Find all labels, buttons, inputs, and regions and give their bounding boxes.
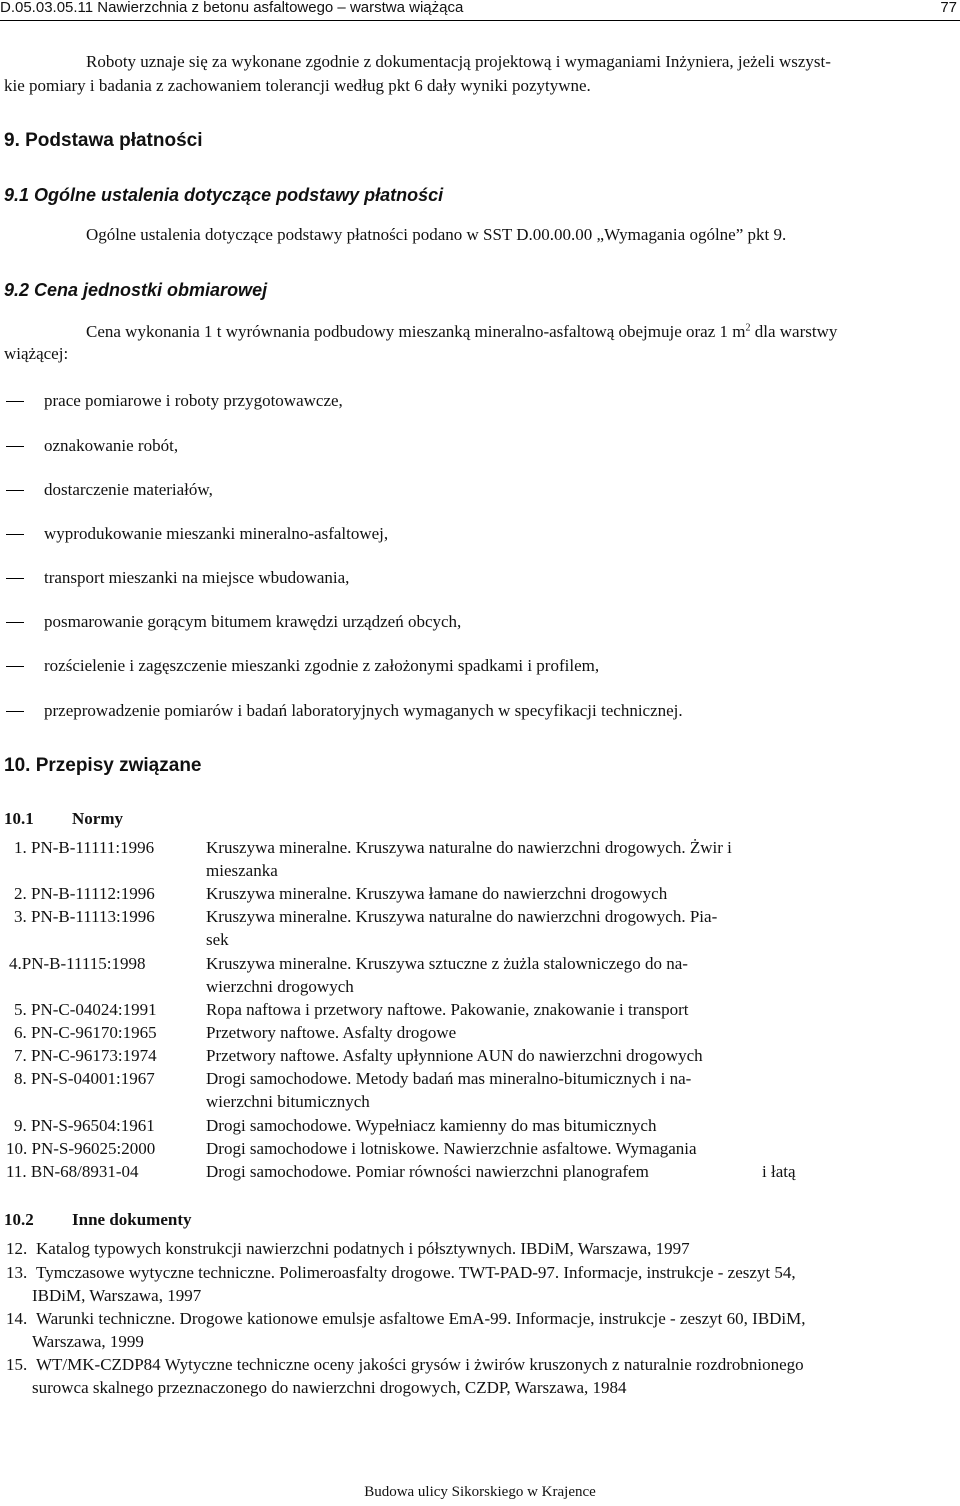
norm-title-cont: sek bbox=[206, 930, 229, 949]
norm-code: 11. BN-68/8931-04 bbox=[6, 1162, 139, 1181]
doc-title: WT/MK-CZDP84 Wytyczne techniczne oceny jakości grysów i żwirów kruszonych z naturalnie rozdrobnionego bbox=[36, 1355, 804, 1374]
dash-icon bbox=[6, 490, 24, 491]
dash-icon bbox=[6, 446, 24, 447]
section-9-1-heading: 9.1 Ogólne ustalenia dotyczące podstawy płatności bbox=[4, 185, 444, 205]
header-rule bbox=[0, 20, 960, 21]
norm-title: Drogi samochodowe. Metody badań mas mineralno-bitumicznych i na- bbox=[206, 1069, 692, 1088]
doc-title-cont: Warszawa, 1999 bbox=[32, 1332, 144, 1351]
norm-title: Kruszywa mineralne. Kruszywa naturalne do nawierzchni drogowych. Żwir i bbox=[206, 838, 732, 857]
dash-icon bbox=[6, 711, 24, 712]
doc-number: 12. bbox=[6, 1239, 28, 1258]
norm-code: 8. PN-S-04001:1967 bbox=[14, 1069, 155, 1088]
norm-title: Drogi samochodowe. Pomiar równości nawierzchni planografem bbox=[206, 1162, 649, 1181]
norm-title: Przetwory naftowe. Asfalty upłynnione AUN do nawierzchni drogowych bbox=[206, 1046, 703, 1065]
norm-title: Drogi samochodowe i lotniskowe. Nawierzchnie asfaltowe. Wymagania bbox=[206, 1139, 697, 1158]
norm-title: Kruszywa mineralne. Kruszywa łamane do nawierzchni drogowych bbox=[206, 884, 668, 903]
norm-code: 9. PN-S-96504:1961 bbox=[14, 1116, 155, 1135]
norm-code: 7. PN-C-96173:1974 bbox=[14, 1046, 157, 1065]
norm-title: Przetwory naftowe. Asfalty drogowe bbox=[206, 1023, 457, 1042]
section-9-2-heading: 9.2 Cena jednostki obmiarowej bbox=[4, 280, 268, 300]
list-item: posmarowanie gorącym bitumem krawędzi urządzeń obcych, bbox=[44, 612, 462, 631]
section-10-2-title: Inne dokumenty bbox=[72, 1210, 192, 1229]
norm-title-cont: wierzchni bitumicznych bbox=[206, 1092, 370, 1111]
norm-title: Kruszywa mineralne. Kruszywa sztuczne z żużla stalowniczego do na- bbox=[206, 954, 688, 973]
section-9-2-text-line-1: Cena wykonania 1 t wyrównania podbudowy mieszanką mineralno-asfaltową obejmuje oraz 1 $m^2$ dla warstwy bbox=[86, 322, 838, 341]
running-header: D.05.03.05.11 Nawierzchnia z betonu asfaltowego – warstwa wiążąca bbox=[0, 0, 464, 16]
norm-title-cont: mieszanka bbox=[206, 861, 278, 880]
section-10-heading: 10. Przepisy związane bbox=[4, 755, 202, 776]
page-number: 77 bbox=[940, 0, 957, 16]
norm-title: Drogi samochodowe. Wypełniacz kamienny do mas bitumicznych bbox=[206, 1116, 657, 1135]
doc-title: Warunki techniczne. Drogowe kationowe emulsje asfaltowe EmA-99. Informacje, instrukcje - zeszyt 60, IBDiM, bbox=[36, 1309, 806, 1328]
norm-code: 3. PN-B-11113:1996 bbox=[14, 907, 155, 926]
dash-icon bbox=[6, 578, 24, 579]
norm-title: Ropa naftowa i przetwory naftowe. Pakowanie, znakowanie i transport bbox=[206, 1000, 689, 1019]
dash-icon bbox=[6, 534, 24, 535]
list-item: wyprodukowanie mieszanki mineralno-asfaltowej, bbox=[44, 524, 389, 543]
list-item: oznakowanie robót, bbox=[44, 436, 179, 455]
doc-title: Katalog typowych konstrukcji nawierzchni podatnych i półsztywnych. IBDiM, Warszawa, 1997 bbox=[36, 1239, 690, 1258]
dash-icon bbox=[6, 666, 24, 667]
section-9-2-text-line-2: wiążącej: bbox=[4, 344, 69, 363]
doc-number: 15. bbox=[6, 1355, 28, 1374]
doc-title-cont: IBDiM, Warszawa, 1997 bbox=[32, 1286, 202, 1305]
norm-code: 10. PN-S-96025:2000 bbox=[6, 1139, 156, 1158]
doc-number: 14. bbox=[6, 1309, 28, 1328]
section-10-1-number: 10.1 bbox=[4, 809, 34, 828]
norm-title: Kruszywa mineralne. Kruszywa naturalne do nawierzchni drogowych. Pia- bbox=[206, 907, 718, 926]
norm-title-cont: wierzchni drogowych bbox=[206, 977, 354, 996]
norm-code: 5. PN-C-04024:1991 bbox=[14, 1000, 157, 1019]
section-9-heading: 9. Podstawa płatności bbox=[4, 130, 203, 151]
doc-title-cont: surowca skalnego przeznaczonego do nawierzchni drogowych, CZDP, Warszawa, 1984 bbox=[32, 1378, 627, 1397]
intro-line-1: Roboty uznaje się za wykonane zgodnie z dokumentacją projektową i wymaganiami Inżyniera, jeżeli wszyst- bbox=[86, 52, 831, 71]
norm-code: 6. PN-C-96170:1965 bbox=[14, 1023, 157, 1042]
section-10-2-number: 10.2 bbox=[4, 1210, 34, 1229]
dash-icon bbox=[6, 622, 24, 623]
list-item: rozścielenie i zagęszczenie mieszanki zgodnie z założonymi spadkami i profilem, bbox=[44, 656, 600, 675]
norm-title-end: i łatą bbox=[762, 1162, 796, 1181]
superscript-2: 2 bbox=[745, 322, 751, 334]
norm-code: 4.PN-B-11115:1998 bbox=[9, 954, 146, 973]
doc-number: 13. bbox=[6, 1263, 28, 1282]
dash-icon bbox=[6, 401, 24, 402]
list-item: prace pomiarowe i roboty przygotowawcze, bbox=[44, 391, 343, 410]
intro-line-2: kie pomiary i badania z zachowaniem tolerancji według pkt 6 dały wyniki pozytywne. bbox=[4, 76, 591, 95]
list-item: przeprowadzenie pomiarów i badań laboratoryjnych wymaganych w specyfikacji technicznej. bbox=[44, 701, 683, 720]
norm-code: 2. PN-B-11112:1996 bbox=[14, 884, 155, 903]
page-footer: Budowa ulicy Sikorskiego w Krajence bbox=[364, 1484, 596, 1500]
doc-title: Tymczasowe wytyczne techniczne. Polimeroasfalty drogowe. TWT-PAD-97. Informacje, instrukcje - zeszyt 54, bbox=[36, 1263, 796, 1282]
list-item: transport mieszanki na miejsce wbudowania, bbox=[44, 568, 350, 587]
section-9-1-text: Ogólne ustalenia dotyczące podstawy płatności podano w SST D.00.00.00 „Wymagania ogólne” pkt 9. bbox=[86, 225, 787, 244]
norm-code: 1. PN-B-11111:1996 bbox=[14, 838, 155, 857]
section-10-1-title: Normy bbox=[72, 809, 123, 828]
list-item: dostarczenie materiałów, bbox=[44, 480, 213, 499]
